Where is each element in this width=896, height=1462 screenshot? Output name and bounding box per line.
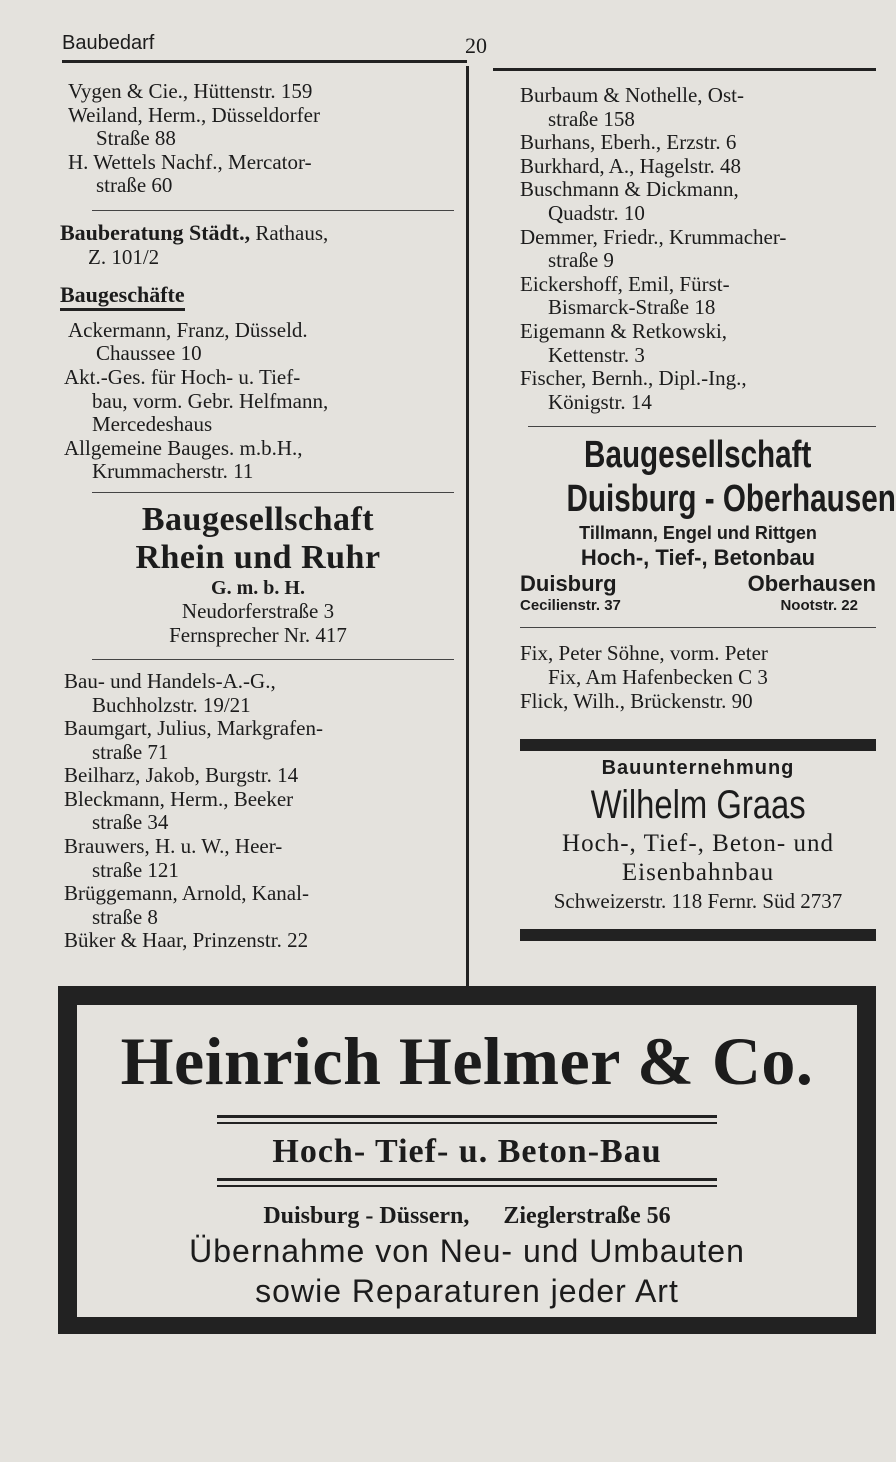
ad-rule bbox=[217, 1185, 717, 1187]
ad-duisburg-oberhausen bbox=[520, 433, 896, 615]
entry-text: Kettenstr. 3 bbox=[548, 342, 645, 367]
entry-text: straße 71 bbox=[92, 739, 169, 764]
column-divider bbox=[466, 66, 469, 986]
entry-text: Fix, Am Hafenbecken C 3 bbox=[548, 664, 768, 689]
entry-text: Rathaus, bbox=[250, 220, 329, 245]
right-column bbox=[520, 83, 896, 941]
ad-graas bbox=[520, 757, 876, 915]
ad-services: Hoch-, Tief-, Beton- und bbox=[562, 829, 834, 857]
entry-text: Demmer, Friedr., Krummacher- bbox=[520, 224, 787, 249]
ad-cities bbox=[520, 571, 876, 597]
entry-text: Ackermann, Franz, Düsseld. bbox=[68, 317, 308, 342]
divider bbox=[92, 210, 454, 211]
ad-title: Duisburg - Oberhausen bbox=[566, 478, 896, 521]
entry-text: bau, vorm. Gebr. Helfmann, bbox=[92, 388, 329, 413]
entry-text: straße 8 bbox=[92, 904, 158, 929]
entry-text: Brüggemann, Arnold, Kanal- bbox=[64, 881, 309, 906]
ad-bar-bottom bbox=[520, 929, 876, 941]
entry-text: Brauwers, H. u. W., Heer- bbox=[64, 834, 283, 859]
ad-title: Heinrich Helmer & Co. bbox=[120, 1023, 814, 1099]
ad-city-right: Oberhausen bbox=[747, 571, 876, 597]
entry-text: Weiland, Herm., Düsseldorfer bbox=[68, 102, 320, 127]
divider bbox=[92, 659, 454, 660]
header-rule-left bbox=[62, 60, 467, 63]
entry-text: Fischer, Bernh., Dipl.-Ing., bbox=[520, 366, 747, 391]
divider bbox=[520, 627, 876, 628]
entry-text: Büker & Haar, Prinzenstr. 22 bbox=[64, 928, 309, 953]
ad-address bbox=[77, 1201, 857, 1231]
directory-entry bbox=[34, 437, 454, 484]
directory-entry bbox=[520, 155, 876, 179]
entry-text: Burhans, Eberh., Erzstr. 6 bbox=[520, 130, 737, 155]
directory-entry bbox=[34, 104, 454, 151]
divider bbox=[528, 426, 876, 427]
ad-title: Baugesellschaft bbox=[584, 434, 812, 477]
entry-text: Fix, Peter Söhne, vorm. Peter bbox=[520, 641, 768, 666]
entry-text: Burbaum & Nothelle, Ost- bbox=[520, 83, 744, 107]
entry-text: Beilharz, Jakob, Burgstr. 14 bbox=[64, 763, 299, 788]
directory-entry bbox=[520, 642, 876, 689]
entry-text: straße 34 bbox=[92, 810, 169, 835]
ad-street: Zieglerstraße 56 bbox=[503, 1203, 671, 1229]
directory-entry bbox=[34, 835, 454, 882]
ad-title: Rhein und Ruhr bbox=[135, 538, 381, 576]
ad-bar-top bbox=[520, 739, 876, 751]
entry-text: straße 121 bbox=[92, 857, 179, 882]
entry-text: straße 9 bbox=[548, 248, 614, 273]
directory-entry bbox=[34, 788, 454, 835]
entry-text: Z. 101/2 bbox=[88, 244, 160, 269]
directory-entry bbox=[520, 84, 876, 131]
directory-entry bbox=[520, 273, 876, 320]
directory-entry bbox=[34, 366, 454, 437]
ad-city-left: Duisburg bbox=[520, 571, 617, 597]
ad-streets bbox=[520, 597, 876, 615]
entry-text: Akt.-Ges. für Hoch- u. Tief- bbox=[64, 364, 301, 389]
ad-services: Hoch-, Tief-, Betonbau bbox=[580, 545, 816, 571]
entry-text: Flick, Wilh., Brückenstr. 90 bbox=[520, 688, 753, 713]
page-number: 20 bbox=[465, 33, 487, 58]
ad-street-right: Nootstr. 22 bbox=[780, 597, 858, 615]
directory-entry bbox=[34, 717, 454, 764]
entry-text: Quadstr. 10 bbox=[548, 200, 645, 225]
ad-street-left: Cecilienstr. 37 bbox=[520, 597, 621, 615]
ad-title: Wilhelm Graas bbox=[590, 782, 806, 827]
ad-address: Schweizerstr. 118 Fernr. Süd 2737 bbox=[553, 888, 843, 913]
ad-legal-form: G. m. b. H. bbox=[211, 576, 305, 599]
ad-frame-left bbox=[58, 1002, 74, 1320]
ad-content bbox=[74, 1002, 860, 1320]
entry-text: Eigemann & Retkowski, bbox=[520, 318, 728, 343]
ad-services: Hoch- Tief- u. Beton-Bau bbox=[272, 1133, 662, 1170]
entry-text: Vygen & Cie., Hüttenstr. 159 bbox=[68, 79, 313, 103]
directory-entry bbox=[34, 670, 454, 717]
entry-text: Buchholzstr. 19/21 bbox=[92, 692, 251, 717]
ad-label: Bauunternehmung bbox=[601, 757, 795, 780]
entry-text: Bau- und Handels-A.-G., bbox=[64, 668, 276, 693]
ad-frame-bottom bbox=[58, 1320, 876, 1334]
entry-text: straße 60 bbox=[96, 173, 173, 198]
directory-entry bbox=[34, 319, 454, 366]
directory-entry bbox=[520, 690, 876, 714]
entry-text: Baumgart, Julius, Markgrafen- bbox=[64, 716, 323, 741]
entry-text: Straße 88 bbox=[96, 126, 176, 151]
directory-entry bbox=[520, 178, 876, 225]
entry-text: Chaussee 10 bbox=[96, 341, 202, 366]
entry-text: Krummacherstr. 11 bbox=[92, 459, 254, 484]
directory-entry bbox=[34, 764, 454, 788]
bauberatung-entry bbox=[60, 221, 454, 269]
divider bbox=[92, 492, 454, 493]
ad-description: Übernahme von Neu- und Umbauten bbox=[189, 1233, 745, 1269]
entry-text: straße 158 bbox=[548, 106, 635, 131]
entry-text: Allgemeine Bauges. m.b.H., bbox=[64, 435, 303, 460]
entry-text: Burkhard, A., Hagelstr. 48 bbox=[520, 153, 742, 178]
entry-text: Königstr. 14 bbox=[548, 389, 652, 414]
directory-entry bbox=[34, 929, 454, 953]
directory-entry bbox=[34, 882, 454, 929]
ad-city: Duisburg - Düssern, bbox=[263, 1203, 470, 1229]
directory-entry bbox=[34, 151, 454, 198]
section-title: Baugeschäfte bbox=[60, 283, 185, 311]
ad-helmer bbox=[58, 986, 876, 1350]
ad-street: Neudorferstraße 3 bbox=[181, 598, 335, 623]
directory-entry bbox=[520, 226, 876, 273]
directory-entry bbox=[520, 131, 876, 155]
entry-text: Mercedeshaus bbox=[92, 412, 213, 437]
ad-rule bbox=[217, 1122, 717, 1124]
ad-phone: Fernsprecher Nr. 417 bbox=[169, 622, 347, 647]
ad-frame-top bbox=[58, 986, 876, 1002]
ad-frame-right bbox=[860, 1002, 876, 1320]
directory-entry bbox=[34, 80, 454, 104]
entry-text: Buschmann & Dickmann, bbox=[520, 177, 739, 202]
entry-text: Bleckmann, Herm., Beeker bbox=[64, 786, 294, 811]
header-rule-right bbox=[493, 68, 876, 71]
ad-rule bbox=[217, 1115, 717, 1118]
entry-text: Eickershoff, Emil, Fürst- bbox=[520, 271, 730, 296]
entry-heading: Bauberatung Städt., bbox=[60, 219, 251, 245]
left-column bbox=[62, 80, 454, 953]
ad-description: sowie Reparaturen jeder Art bbox=[255, 1273, 679, 1309]
directory-entry bbox=[520, 320, 876, 367]
ad-rule bbox=[217, 1178, 717, 1181]
directory-entry bbox=[520, 367, 876, 414]
entry-text: H. Wettels Nachf., Mercator- bbox=[68, 149, 312, 174]
ad-title: Baugesellschaft bbox=[141, 500, 375, 538]
ad-services: Eisenbahnbau bbox=[621, 858, 775, 886]
entry-text: Bismarck-Straße 18 bbox=[548, 295, 716, 320]
section-header: Baubedarf bbox=[62, 32, 155, 54]
ad-rhein-ruhr bbox=[62, 501, 454, 647]
ad-owners: Tillmann, Engel und Rittgen bbox=[579, 523, 817, 544]
